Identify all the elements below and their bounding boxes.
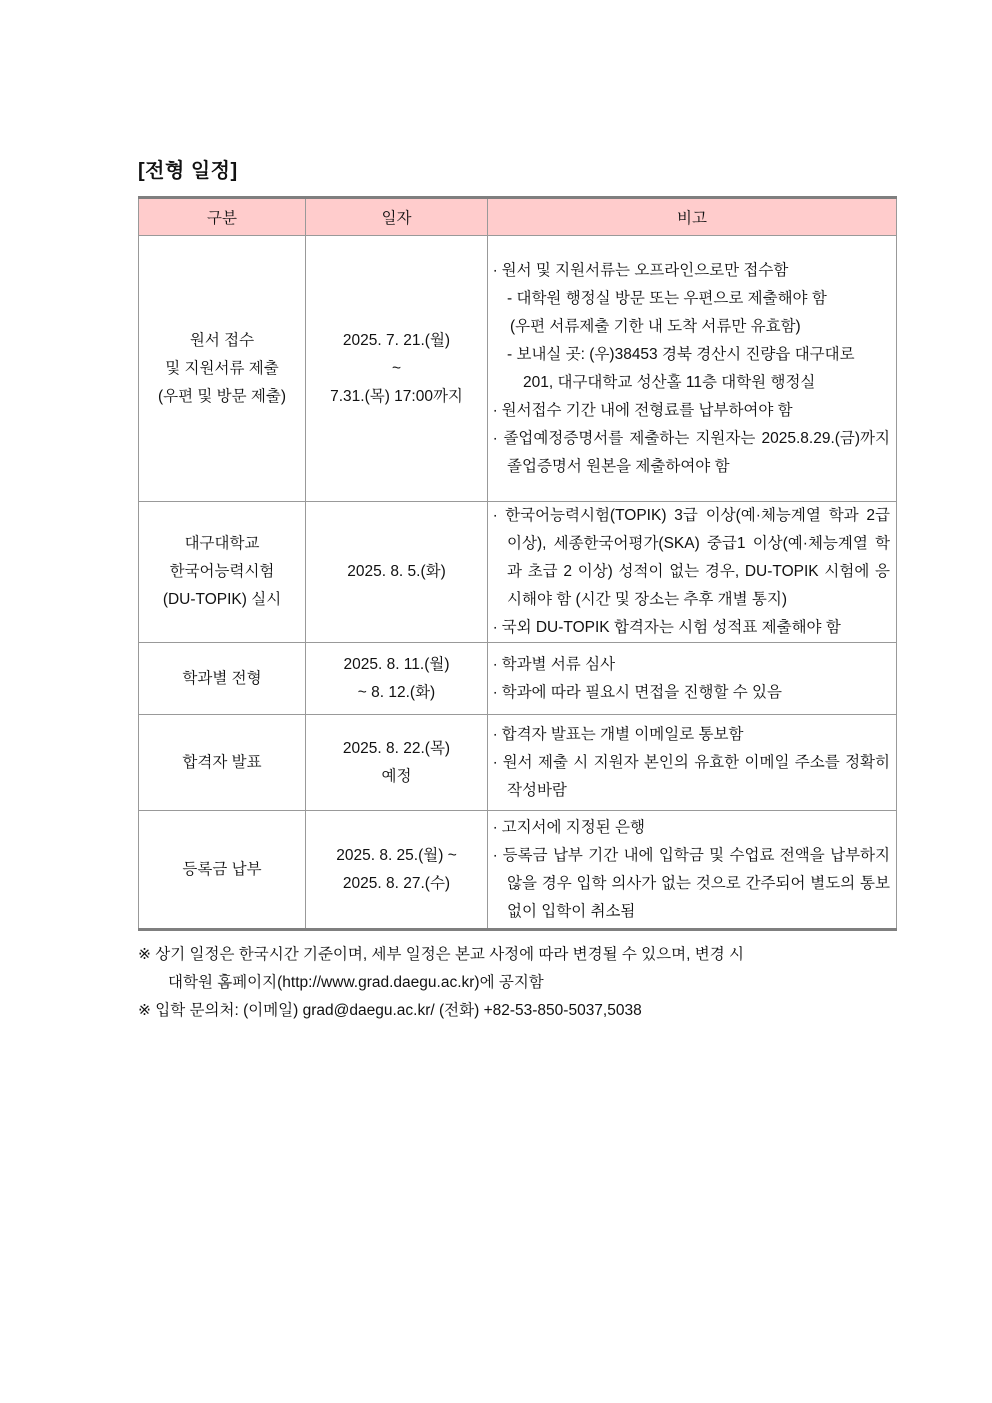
- footnotes: [138, 941, 898, 1025]
- schedule-table-body: [139, 236, 897, 930]
- col-header-category: 구분: [139, 198, 306, 236]
- note-line: ∙ 원서접수 기간 내에 전형료를 납부하여야 함: [493, 401, 793, 419]
- notes-cell: [488, 715, 897, 811]
- date-line: 2025. 7. 21.(월): [342, 331, 451, 349]
- date-line: 2025. 8. 27.(수): [342, 874, 451, 892]
- category-line: (우편 및 방문 제출): [157, 387, 287, 405]
- date-cell: [306, 715, 488, 811]
- table-row: [139, 502, 897, 643]
- table-row: [139, 643, 897, 715]
- note-line: ∙ 학과에 따라 필요시 면접을 진행할 수 있음: [493, 683, 782, 701]
- note-line: ∙ 국외 DU-TOPIK 합격자는 시험 성적표 제출해야 함: [493, 619, 841, 636]
- note-line: ∙ 한국어능력시험(TOPIK) 3급 이상(예·체능계열 학과 2급 이상), 세종한국어평가(SKA) 중급1 이상(예·체능계열 학과 초급 2 이상) 성적이 없는 경우, DU-TOPIK 시험에 응시해야 함 (시간 및 장소는 추후 개별 통지): [493, 507, 890, 608]
- col-header-notes: 비고: [488, 198, 897, 236]
- date-cell: [306, 811, 488, 930]
- table-header-row: [139, 198, 897, 236]
- date-line: 예정: [381, 767, 412, 785]
- notes-cell: [488, 643, 897, 715]
- date-line: 2025. 8. 11.(월): [343, 655, 450, 673]
- category-line: 원서 접수: [189, 331, 255, 349]
- date-cell: [306, 643, 488, 715]
- col-header-date: 일자: [306, 198, 488, 236]
- category-line: (DU-TOPIK) 실시: [162, 591, 282, 608]
- category-cell: [139, 811, 306, 930]
- date-line: 2025. 8. 22.(목): [342, 739, 451, 757]
- date-line: 7.31.(목) 17:00까지: [330, 387, 463, 405]
- category-line: 학과별 전형: [182, 669, 262, 687]
- note-line: (우편 서류제출 기한 내 도착 서류만 유효함): [510, 317, 801, 335]
- category-line: 및 지원서류 제출: [165, 359, 279, 377]
- table-row: [139, 811, 897, 930]
- note-line: ∙ 고지서에 지정된 은행: [493, 818, 645, 836]
- date-line: ~ 8. 12.(화): [357, 683, 436, 701]
- footnote-line: ※ 상기 일정은 한국시간 기준이며, 세부 일정은 본교 사정에 따라 변경될 수 있으며, 변경 시: [138, 946, 744, 963]
- category-line: 대구대학교: [184, 535, 260, 552]
- notes-cell: [488, 811, 897, 930]
- date-line: 2025. 8. 5.(화): [347, 563, 446, 580]
- date-line: 2025. 8. 25.(월) ~: [336, 846, 457, 864]
- category-cell: [139, 715, 306, 811]
- schedule-table: [138, 196, 897, 931]
- table-row: [139, 715, 897, 811]
- note-line: 201, 대구대학교 성산홀 11층 대학원 행정실: [523, 373, 816, 391]
- category-cell: [139, 643, 306, 715]
- footnote-line: 대학원 홈페이지(http://www.grad.daegu.ac.kr)에 공지함: [168, 974, 544, 991]
- notes-cell: [488, 236, 897, 502]
- note-line: ∙ 졸업예정증명서를 제출하는 지원자는 2025.8.29.(금)까지 졸업증명서 원본을 제출하여야 함: [493, 429, 890, 475]
- table-row: [139, 236, 897, 502]
- note-line: ∙ 등록금 납부 기간 내에 입학금 및 수업료 전액을 납부하지 않을 경우 입학 의사가 없는 것으로 간주되어 별도의 통보 없이 입학이 취소됨: [493, 846, 890, 920]
- note-line: ∙ 원서 및 지원서류는 오프라인으로만 접수함: [493, 261, 789, 279]
- footnote-line: ※ 입학 문의처: (이메일) grad@daegu.ac.kr/ (전화) +82-53-850-5037,5038: [138, 1002, 642, 1019]
- category-line: 등록금 납부: [182, 860, 262, 878]
- date-cell: [306, 502, 488, 643]
- notes-cell: [488, 502, 897, 643]
- note-line: - 보내실 곳: (우)38453 경북 경산시 진량읍 대구대로: [507, 345, 855, 363]
- date-line: ~: [391, 359, 402, 377]
- category-cell: [139, 502, 306, 643]
- note-line: - 대학원 행정실 방문 또는 우편으로 제출해야 함: [507, 289, 827, 307]
- page-title: [전형 일정]: [138, 160, 238, 182]
- date-cell: [306, 236, 488, 502]
- note-line: ∙ 원서 제출 시 지원자 본인의 유효한 이메일 주소를 정확히 작성바람: [493, 753, 890, 799]
- note-line: ∙ 합격자 발표는 개별 이메일로 통보함: [493, 725, 744, 743]
- category-line: 합격자 발표: [182, 753, 262, 771]
- note-line: ∙ 학과별 서류 심사: [493, 655, 616, 673]
- category-line: 한국어능력시험: [169, 563, 275, 580]
- category-cell: [139, 236, 306, 502]
